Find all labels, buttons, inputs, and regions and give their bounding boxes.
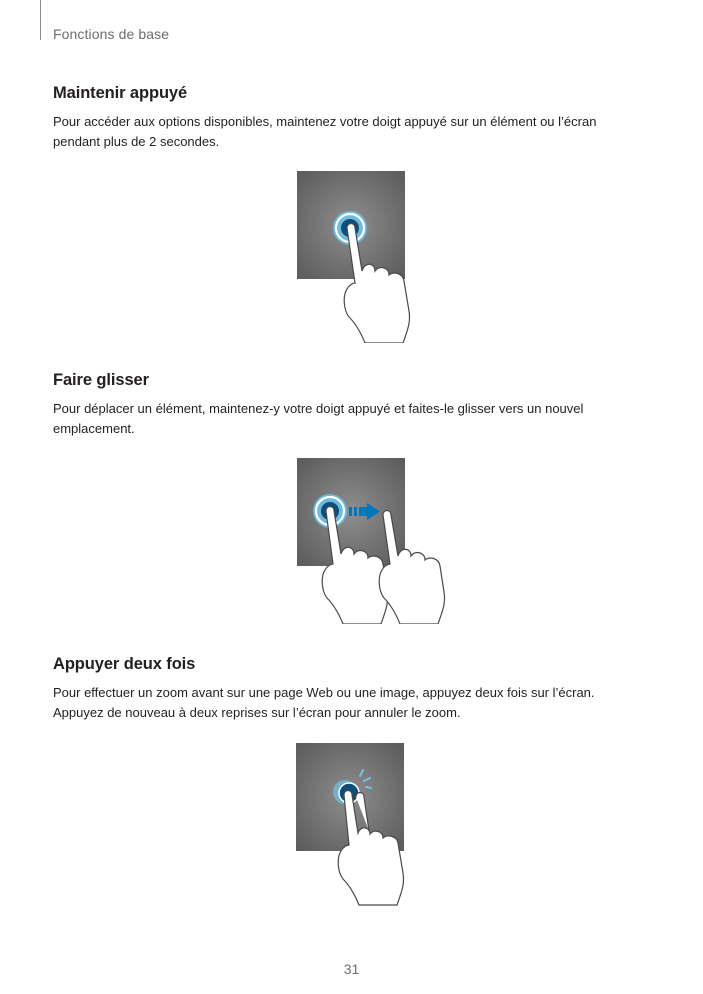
- section-body: Pour accéder aux options disponibles, maintenez votre doigt appuyé sur un élément ou l’écran pendant plus de 2 secondes.: [53, 114, 597, 149]
- touch-and-hold-gesture-icon: [297, 171, 417, 343]
- double-tap-gesture-icon: [296, 743, 421, 909]
- section-touch-and-hold: [53, 84, 633, 152]
- drag-gesture-icon: [297, 458, 457, 624]
- section-drag: [53, 371, 633, 439]
- header-rule: [40, 0, 41, 40]
- section-body: Pour effectuer un zoom avant sur une page Web ou une image, appuyez deux fois sur l’écran. Appuyez de nouveau à deux reprises sur l’écran pour annuler le zoom.: [53, 685, 595, 720]
- running-header: Fonctions de base: [53, 26, 170, 42]
- section-title: Appuyer deux fois: [53, 655, 196, 673]
- section-body: Pour déplacer un élément, maintenez-y votre doigt appuyé et faites-le glisser vers un nouvel emplacement.: [53, 401, 584, 436]
- page-number: 31: [343, 961, 360, 977]
- section-title: Maintenir appuyé: [53, 84, 188, 102]
- section-title: Faire glisser: [53, 371, 149, 389]
- section-double-tap: [53, 655, 633, 723]
